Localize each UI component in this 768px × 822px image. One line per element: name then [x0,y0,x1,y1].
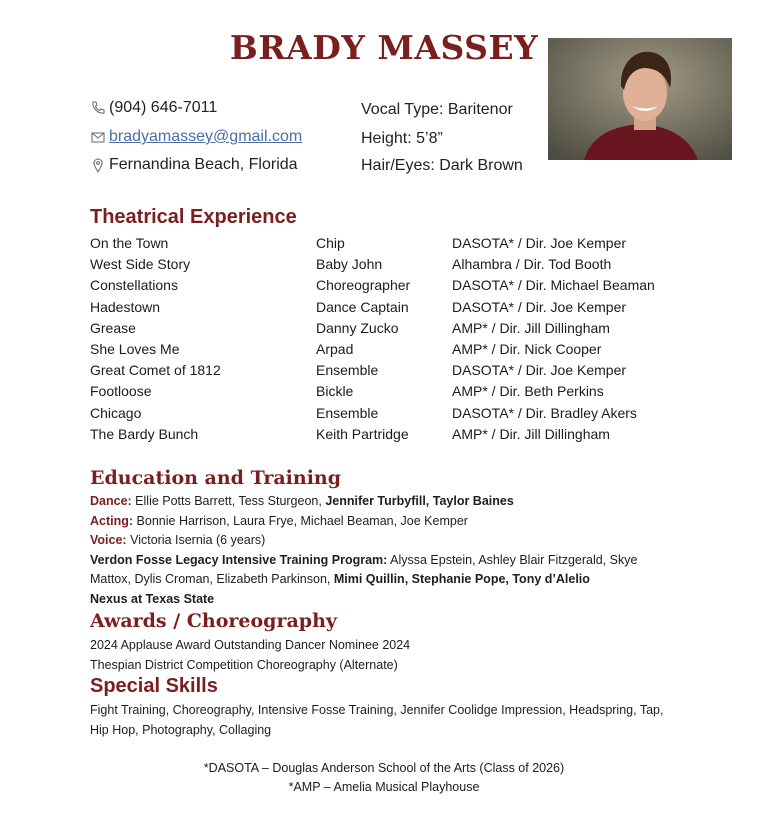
education-block [90,492,680,609]
credit-venue: AMP* / Dir. Jill Dillingham [452,319,610,336]
skills-text: Fight Training, Choreography, Intensive Fosse Training, Jennifer Coolidge Impression, Headspring, Tap, Hip Hop, Photography, Collaging [90,703,664,737]
awards-list [90,636,680,675]
dance-label: Dance: [90,494,132,508]
credit-show: Great Comet of 1812 [90,362,221,379]
credit-role: Chip [316,235,345,251]
credit-role: Dance Captain [316,298,409,315]
phone-number: (904) 646-7011 [109,99,218,116]
education-heading: Education and Training [90,467,342,489]
footnote-dasota: *DASOTA – Douglas Anderson School of the Arts (Class of 2026) [203,761,565,775]
verdon-label: Verdon Fosse Legacy Intensive Training Program: [90,552,388,567]
email-line [90,128,302,146]
location-line [90,156,298,174]
credit-venue: DASOTA* / Dir. Joe Kemper [452,298,627,315]
award-item: 2024 Applause Award Outstanding Dancer Nominee 2024 [90,638,411,652]
credit-venue: DASOTA* / Dir. Michael Beaman [452,277,655,294]
credit-row [90,403,710,424]
credit-show: The Bardy Bunch [90,425,199,442]
vocal-type: Vocal Type: Baritenor [361,101,513,118]
phone-icon [90,100,106,116]
credit-role: Choreographer [316,277,411,294]
credit-row [90,339,710,360]
verdon-teachers-bold: Mimi Quillin, Stephanie Pope, Tony d’Alelio [333,572,590,586]
skills-heading: Special Skills [90,675,218,697]
footnote-amp: *AMP – Amelia Musical Playhouse [288,780,480,794]
credit-role: Ensemble [316,362,379,379]
voice-label: Voice: [90,533,127,547]
credit-row [90,297,710,318]
credit-role: Danny Zucko [316,319,399,336]
footnotes [0,759,768,797]
dance-line [90,492,680,512]
headshot-photo [548,38,732,160]
headshot-illustration [548,38,732,160]
credit-venue: Alhambra / Dir. Tod Booth [452,256,612,273]
acting-label: Acting: [90,513,134,528]
nexus-line: Nexus at Texas State [90,591,215,606]
credit-show: On the Town [90,235,169,251]
acting-line [90,512,680,532]
credit-show: She Loves Me [90,340,180,357]
award-item: Thespian District Competition Choreography (Alternate) [90,657,398,672]
voice-line [90,531,680,551]
verdon-fosse-line [90,551,680,590]
verdon-teachers: Alyssa Epstein, Ashley Blair Fitzgerald, Skye Mattox, Dylis Croman, Elizabeth Parkinson, [90,552,638,586]
credit-show: Hadestown [90,298,161,315]
location-pin-icon [90,157,106,173]
credit-row [90,275,710,296]
voice-teachers: Victoria Isernia (6 years) [130,533,266,547]
location-text: Fernandina Beach, Florida [109,156,298,173]
credit-role: Keith Partridge [316,425,409,442]
mail-icon [90,129,106,145]
height: Height: 5’8” [361,130,443,147]
credit-venue: DASOTA* / Dir. Bradley Akers [452,404,637,421]
credit-role: Bickle [316,383,354,400]
phone-line [90,99,217,117]
credit-row [90,424,710,445]
credit-role: Baby John [316,256,383,273]
credit-row [90,318,710,339]
credit-venue: DASOTA* / Dir. Joe Kemper [452,235,627,251]
credit-show: Chicago [90,404,142,421]
credit-row [90,381,710,402]
credits-table [90,233,710,445]
dance-teachers: Ellie Potts Barrett, Tess Sturgeon, [135,494,322,508]
theatrical-heading: Theatrical Experience [90,206,297,228]
credit-show: Constellations [90,277,178,294]
awards-heading: Awards / Choreography [90,610,337,632]
credit-role: Ensemble [316,404,379,421]
credit-show: Grease [90,319,136,336]
credit-venue: AMP* / Dir. Beth Perkins [452,383,604,400]
credit-row [90,233,710,254]
credit-show: Footloose [90,383,152,400]
resume-name: BRADY MASSEY [229,28,539,67]
credit-row [90,360,710,381]
credit-row [90,254,710,275]
credit-venue: AMP* / Dir. Jill Dillingham [452,425,610,442]
acting-teachers: Bonnie Harrison, Laura Frye, Michael Beaman, Joe Kemper [136,513,468,528]
credit-role: Arpad [316,340,354,357]
credit-show: West Side Story [90,256,191,273]
dance-teachers-bold: Jennifer Turbyfill, Taylor Baines [325,494,514,508]
credit-venue: AMP* / Dir. Nick Cooper [452,340,602,357]
hair-eyes: Hair/Eyes: Dark Brown [361,157,523,174]
email-link[interactable]: bradyamassey@gmail.com [109,128,303,145]
credit-venue: DASOTA* / Dir. Joe Kemper [452,362,627,379]
